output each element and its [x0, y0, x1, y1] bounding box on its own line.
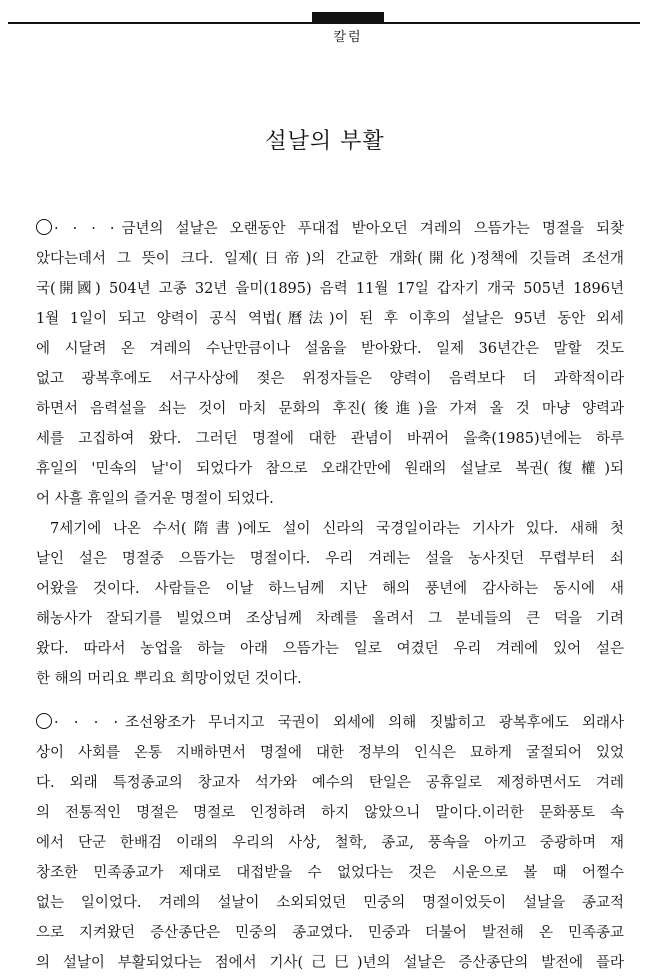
text-line: 세를 고집하여 왔다. 그러던 명절에 대한 관념이 바뀌어 을축(1985)년에는 하루: [36, 431, 624, 447]
text-line: 어왔을 것이다. 사람들은 이날 하느님께 지난 해의 풍년에 감사하는 동시에 새: [36, 581, 624, 597]
paragraph-1: [36, 214, 624, 694]
text-line: 았다는데서 그 뜻이 크다. 일제(日帝)의 간교한 개화(開化)정책에 깃들려 조선개: [36, 251, 624, 267]
text-line: 휴일의 '민속의 날'이 되었다가 참으로 오래간만에 원래의 설날로 복권(復權)되: [36, 461, 624, 477]
text-line: 없는 일이었다. 겨레의 설날이 소외되었던 민중의 명절이었듯이 설날을 종교적: [36, 895, 624, 911]
text-line: 다. 외래 특정종교의 창교자 석가와 예수의 탄일은 공휴일로 제정하면서도 겨레: [36, 775, 624, 791]
header-rule: [8, 22, 640, 24]
text-line: 상이 사회를 온통 지배하면서 명절에 대한 정부의 인식은 묘하게 굴절되어 있었: [36, 745, 624, 761]
text-line: 한 해의 머리요 뿌리요 희망이었던 것이다.: [36, 671, 302, 687]
circle-bullet-icon: [36, 713, 52, 729]
text-line: · · · · 조선왕조가 무너지고 국권이 외세에 의해 짓밟히고 광복후에도 외래사: [36, 708, 624, 738]
text-line: 에 시달려 온 겨레의 수난만큼이나 설움을 받아왔다. 일제 36년간은 말할 것도: [36, 341, 624, 357]
text-line: 으로 지켜왔던 증산종단은 민중의 종교였다. 민중과 더불어 발전해 온 민족종교: [36, 925, 624, 941]
text-line: 하면서 음력설을 쇠는 것이 마치 문화의 후진(後進)을 가져 올 것 마냥 양력과: [36, 401, 624, 417]
text-line: 1월 1일이 되고 양력이 공식 역법(曆法)이 된 후 이후의 설날은 95년 동안 외세: [36, 311, 624, 327]
paragraph-2: [36, 708, 624, 978]
circle-bullet-icon: [36, 219, 52, 235]
text-line: 의 전통적인 명절은 명절로 인정하려 하지 않았으니 말이다.이러한 문화풍토 속: [36, 805, 624, 821]
text-line: 왔다. 따라서 농업을 하늘 아래 으뜸가는 일로 여겼던 우리 겨레에 있어 설은: [36, 641, 624, 657]
text-line: 없고 광복후에도 서구사상에 젖은 위정자들은 양력이 음력보다 더 과학적이라: [36, 371, 624, 387]
text-line: 국(開國) 504년 고종 32년 을미(1895) 음력 11월 17일 갑자기 개국 505년 1896년: [36, 281, 624, 297]
section-label: 칼럼: [333, 30, 363, 45]
text-line: 7세기에 나온 수서(隋書)에도 설이 신라의 국경일이라는 기사가 있다. 새해 첫: [50, 521, 624, 537]
text-line: 의 설날이 부활되었다는 점에서 기사(己巳)년의 설날은 증산종단의 발전에 플라: [36, 955, 624, 971]
text-line: · · · · 금년의 설날은 오랜동안 푸대접 받아오던 겨레의 으뜸가는 명절을 되찾: [36, 214, 624, 244]
article-title: 설날의 부활: [265, 129, 385, 154]
text-line: 어 사흘 휴일의 즐거운 명절이 되었다.: [36, 491, 274, 507]
text-line: 해농사가 잘되기를 빌었으며 조상님께 차례를 올려서 그 분네들의 큰 덕을 기려: [36, 611, 624, 627]
text-line: 에서 단군 한배검 이래의 우리의 사상, 철학, 종교, 풍속을 아끼고 중광하며 재: [36, 835, 624, 851]
marker-dots: · · · ·: [54, 221, 116, 237]
marker-dots: · · · ·: [54, 715, 120, 731]
text-line: 날인 설은 명절중 으뜸가는 명절이다. 우리 겨레는 설을 농사짓던 무렵부터 쇠: [36, 551, 624, 567]
text-line: 창조한 민족종교가 제대로 대접받을 수 없었다는 것은 시운으로 볼 때 어쩔수: [36, 865, 624, 881]
